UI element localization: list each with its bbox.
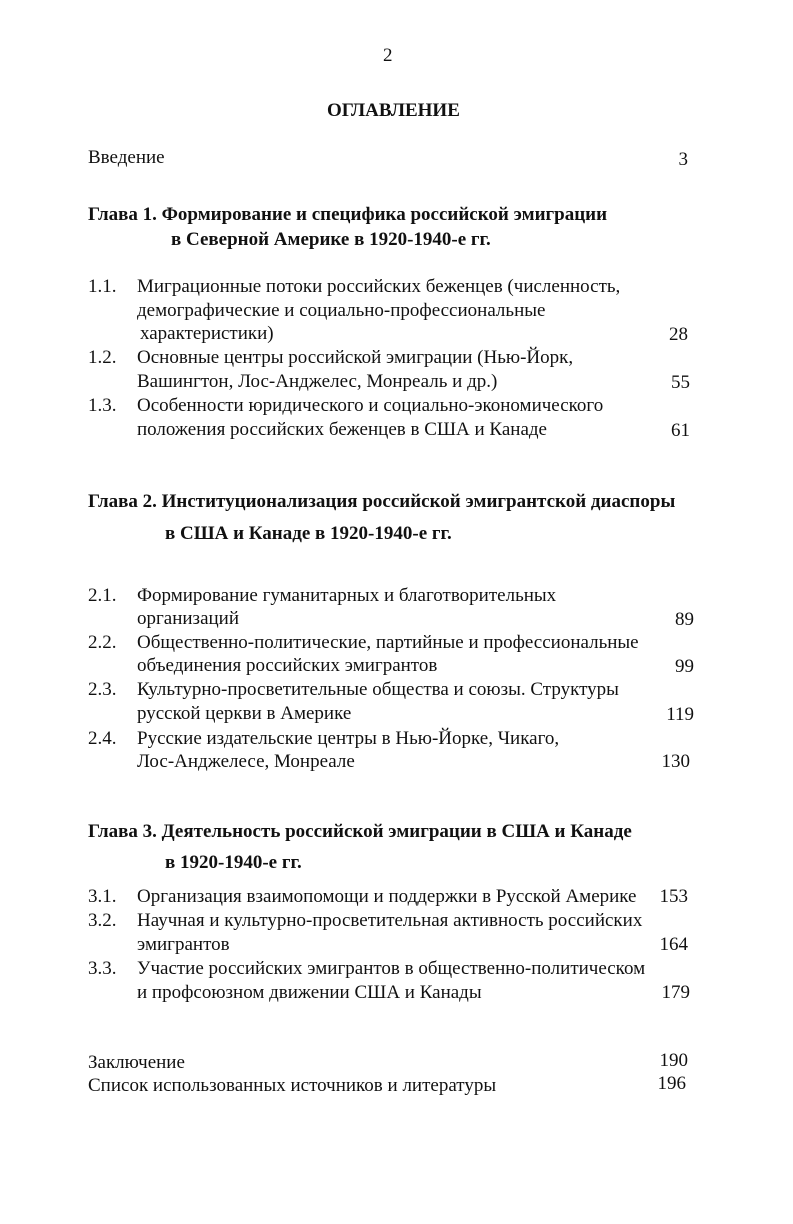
- section-title-line: демографические и социально-профессиональные: [137, 300, 546, 321]
- section-number: 1.2.: [88, 347, 117, 368]
- section-title-line: Миграционные потоки российских беженцев (численность,: [137, 276, 621, 297]
- bibliography-label: Список использованных источников и литературы: [88, 1075, 497, 1096]
- section-number: 3.1.: [88, 886, 117, 907]
- section-page: 179: [661, 982, 690, 1003]
- section-number: 2.1.: [88, 585, 117, 606]
- page-title: ОГЛАВЛЕНИЕ: [327, 100, 460, 121]
- section-page: 99: [675, 656, 694, 677]
- section-number: 1.1.: [88, 276, 117, 297]
- section-title-line: Формирование гуманитарных и благотворительных: [137, 585, 557, 606]
- section-page: 55: [671, 372, 690, 393]
- intro-page: 3: [678, 149, 688, 170]
- intro-label: Введение: [88, 147, 165, 168]
- section-title-line: объединения российских эмигрантов: [137, 655, 438, 676]
- section-title-line: Особенности юридического и социально-экономического: [137, 395, 604, 416]
- conclusion-page: 190: [659, 1050, 688, 1071]
- section-page: 89: [675, 609, 694, 630]
- section-title-line: Организация взаимопомощи и поддержки в Русской Америке: [137, 886, 637, 907]
- section-title-line: русской церкви в Америке: [137, 703, 352, 724]
- section-title-line: организаций: [137, 608, 240, 629]
- section-title-line: Участие российских эмигрантов в общественно-политическом: [137, 958, 646, 979]
- section-number: 3.3.: [88, 958, 117, 979]
- chapter1-heading-line1: Глава 1. Формирование и специфика российской эмиграции: [88, 204, 608, 225]
- section-title-line: Лос-Анджелесе, Монреале: [137, 751, 355, 772]
- chapter3-heading-line2: в 1920-1940-е гг.: [165, 852, 302, 873]
- section-title-line: эмигрантов: [137, 934, 230, 955]
- section-title-line: характеристики): [140, 323, 274, 344]
- section-title-line: Культурно-просветительные общества и союзы. Структуры: [137, 679, 619, 700]
- section-page: 28: [669, 324, 688, 345]
- section-page: 61: [671, 420, 690, 441]
- chapter2-heading-line2: в США и Канаде в 1920-1940-е гг.: [165, 523, 452, 544]
- section-number: 1.3.: [88, 395, 117, 416]
- conclusion-label: Заключение: [88, 1052, 185, 1073]
- section-title-line: Основные центры российской эмиграции (Нью-Йорк,: [137, 347, 574, 368]
- section-title-line: положения российских беженцев в США и Канаде: [137, 419, 547, 440]
- section-number: 2.3.: [88, 679, 117, 700]
- section-page: 130: [661, 751, 690, 772]
- section-title-line: и профсоюзном движении США и Канады: [137, 982, 482, 1003]
- section-title-line: Общественно-политические, партийные и профессиональные: [137, 632, 639, 653]
- section-number: 3.2.: [88, 910, 117, 931]
- section-page: 164: [659, 934, 688, 955]
- chapter1-heading-line2: в Северной Америке в 1920-1940-е гг.: [171, 229, 491, 250]
- section-title-line: Русские издательские центры в Нью-Йорке, Чикаго,: [137, 728, 560, 749]
- section-number: 2.4.: [88, 728, 117, 749]
- section-page: 119: [666, 704, 694, 725]
- chapter3-heading-line1: Глава 3. Деятельность российской эмиграции в США и Канаде: [88, 821, 632, 842]
- page-number: 2: [383, 45, 393, 66]
- section-number: 2.2.: [88, 632, 117, 653]
- section-page: 153: [659, 886, 688, 907]
- chapter2-heading-line1: Глава 2. Институционализация российской эмигрантской диаспоры: [88, 491, 676, 512]
- bibliography-page: 196: [657, 1073, 686, 1094]
- section-title-line: Вашингтон, Лос-Анджелес, Монреаль и др.): [137, 371, 498, 392]
- section-title-line: Научная и культурно-просветительная активность российских: [137, 910, 643, 931]
